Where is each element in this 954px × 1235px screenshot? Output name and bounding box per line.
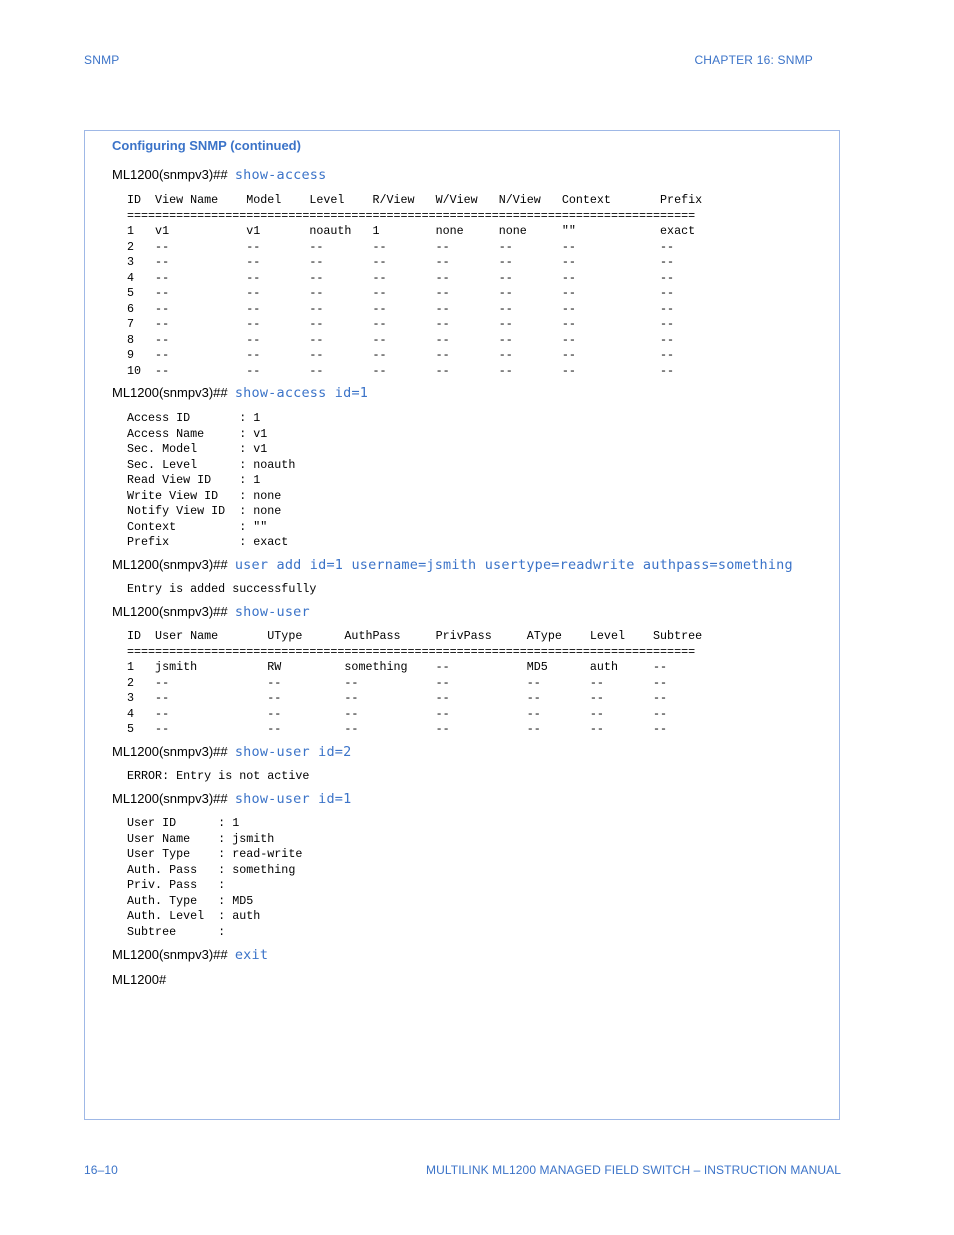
cli-prompt: ML1200(snmpv3)## (112, 557, 228, 572)
command-line-show-user-id2 (112, 744, 351, 760)
cli-prompt: ML1200(snmpv3)## (112, 744, 228, 759)
command-line-user-add (112, 557, 793, 573)
user-table-output: ID User Name UType AuthPass PrivPass AType Level Subtree ================================================================================= 1 jsmith RW something -- MD5 auth -- 2 -- -- -- -- -- -- -- 3 -- -- -- -- -- -- -- 4 -- -- -- -- -- -- -- 5 -- -- -- -- -- -- -- (127, 629, 703, 736)
cli-prompt: ML1200(snmpv3)## (112, 947, 228, 962)
final-prompt: ML1200# (112, 972, 167, 987)
running-header-right: CHAPTER 16: SNMP (694, 53, 813, 67)
command-text: show-user id=1 (234, 791, 352, 807)
access-table-output: ID View Name Model Level R/View W/View N/View Context Prefix ================================================================================= 1 v1 v1 noauth 1 none none "" exact 2 -- -- -- -- -- -- -- -- 3 -- -- -- -- -- -- -- -- 4 -- -- -- -- -- -- -- -- 5 -- -- -- -- -- -- -- -- 6 -- -- -- -- -- -- -- -- 7 -- -- -- -- -- -- -- -- 8 -- -- -- -- -- -- -- -- 9 -- -- -- -- -- -- -- -- 10 -- -- -- -- -- -- -- -- (127, 193, 703, 378)
command-text: user add id=1 username=jsmith usertype=readwrite authpass=something (234, 557, 793, 573)
command-text: show-access (234, 167, 327, 183)
section-title: Configuring SNMP (continued) (112, 138, 301, 153)
command-line-show-user-id1 (112, 791, 351, 807)
cli-prompt: ML1200(snmpv3)## (112, 791, 228, 806)
command-line-show-access (112, 167, 326, 183)
error-output: ERROR: Entry is not active (127, 769, 310, 783)
page-number: 16–10 (84, 1163, 118, 1177)
command-text: show-user id=2 (234, 744, 352, 760)
command-text: show-access id=1 (234, 385, 369, 401)
access-detail-output: Access ID : 1 Access Name : v1 Sec. Model : v1 Sec. Level : noauth Read View ID : 1 Write View ID : none Notify View ID : none Context : "" Prefix : exact (127, 411, 296, 549)
cli-prompt: ML1200(snmpv3)## (112, 604, 228, 619)
cli-prompt: ML1200(snmpv3)## (112, 385, 228, 400)
cli-prompt: ML1200(snmpv3)## (112, 167, 228, 182)
add-result-output: Entry is added successfully (127, 582, 317, 596)
command-text: exit (234, 947, 269, 963)
running-header-left: SNMP (84, 53, 120, 67)
command-line-exit (112, 947, 268, 963)
manual-title-footer: MULTILINK ML1200 MANAGED FIELD SWITCH – INSTRUCTION MANUAL (426, 1163, 841, 1177)
command-line-show-access-id (112, 385, 368, 401)
user-detail-output: User ID : 1 User Name : jsmith User Type : read-write Auth. Pass : something Priv. Pass : Auth. Type : MD5 Auth. Level : auth Subtree : (127, 816, 303, 939)
command-text: show-user (234, 604, 310, 620)
command-line-show-user (112, 604, 310, 620)
